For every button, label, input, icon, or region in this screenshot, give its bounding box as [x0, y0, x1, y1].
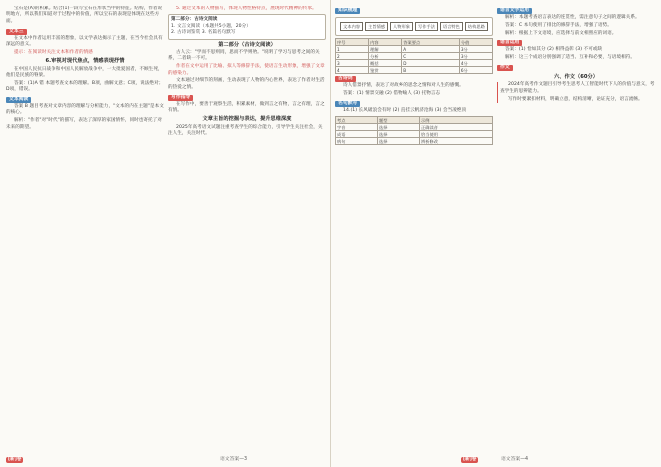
paragraph: 答案：(1) 情景交融 (2) 借物喻人 (3) 托物言志	[343, 90, 441, 96]
table-cell: 分析	[369, 53, 402, 60]
table-cell: 选择	[378, 138, 420, 145]
section-tag: 名句默写	[335, 101, 360, 107]
table-cell: B	[402, 67, 460, 74]
red-paragraph: 作者在文中运用了比喻、拟人等修辞手法，使语言生动形象，增强了文章的感染力。	[168, 64, 325, 76]
table-header-cell: 示例	[420, 117, 493, 124]
table-header-cell: 题型	[378, 117, 420, 124]
section-tag: 写作指导	[168, 95, 193, 101]
paragraph: 解析：本题考查语言表达的连贯性，需注意句子之间的逻辑关系。	[505, 15, 640, 20]
table-cell: 正确读音	[420, 124, 493, 131]
table-cell: 4分	[459, 60, 492, 67]
section-tag: 语言文字运用	[497, 8, 532, 14]
section-tag: 作文	[497, 65, 513, 71]
table-body	[336, 124, 493, 145]
table-header-cell: 序号	[336, 39, 369, 46]
table-row	[336, 60, 493, 67]
page-number: 语文答案—3	[220, 457, 248, 462]
info-box	[168, 14, 326, 39]
section-tag: 语言运用	[497, 40, 522, 46]
poem-line: 1. 文言文阅读（本题共5小题，20分）	[171, 23, 251, 29]
paragraph: 14.(1) 长风破浪会有时 (2) 直挂云帆济沧海 (3) 会当凌绝顶	[343, 107, 467, 113]
section-tag: 知识梳理	[335, 8, 360, 14]
table-header-row	[336, 117, 493, 124]
paragraph: 2025年高考语文试题注重考查学生的综合能力，引导学生关注社会，关注人生，关注时代。	[168, 124, 323, 137]
intro-paragraph: 宝石是(A)的积累。结合(1)一段写宝石在形状当中的特征。结构，作者说明地方，所以我们知道对于过程中的价值，所以宝石的表现是体现在这些方面。	[6, 6, 163, 24]
table-row	[336, 124, 493, 131]
diagram-node: 写作手法	[415, 22, 438, 31]
red-note: 提示：在阅读时关注文本和作者的情感	[14, 49, 93, 55]
summary-table	[335, 116, 493, 145]
diagram-node: 主旨情感	[365, 22, 388, 31]
paragraph: 在文本中作者运用丰富的想象，以文学表达揭示了主题，在当今社会具有深远的意义。	[6, 35, 163, 48]
table-cell: 1	[336, 46, 369, 53]
diagram-node: 文本内容	[340, 22, 363, 31]
left-column-1	[6, 6, 164, 453]
table-header-row	[336, 39, 493, 46]
part-heading: 第二部分（古诗文阅读）	[218, 41, 276, 48]
paragraph: 文本通过对细节的刻画，生动表现了人物的内心世界，表达了作者对生活的热爱之情。	[168, 78, 325, 90]
footer-badge	[461, 455, 478, 465]
section-heading: 文章主旨的挖掘与表达，提升思维深度	[202, 116, 292, 123]
table-row	[336, 46, 493, 53]
diagram-node: 语言特色	[440, 22, 463, 31]
table-cell: 理解	[369, 46, 402, 53]
page-number: 语文答案—4	[501, 457, 529, 462]
diagram-node: 结构思路	[465, 22, 488, 31]
paragraph: 解析："作者"对"时代"的描写，表达了深厚的家国情怀，同时也寄托了对未来的期望。	[6, 118, 162, 130]
table-cell: 4	[336, 67, 369, 74]
answer-table	[335, 38, 493, 74]
paragraph: 2024年高考作文题目引导考生思考人工智能时代下人的价值与意义，考查学生的思辨能力。	[500, 82, 655, 94]
paragraph: 答案：C 本句使用了排比的修辞手法，增强了语势。	[505, 22, 612, 28]
table-cell: 3分	[459, 46, 492, 53]
red-lines: 5. 通过文本的人物描写，体现人物性格特点，展现时代精神的传承。	[176, 6, 317, 11]
table-cell: 病句	[336, 138, 378, 145]
table-cell: 概括	[369, 60, 402, 67]
table-header-cell: 分值	[459, 39, 492, 46]
table-cell: C	[402, 53, 460, 60]
paragraph: 答案 B 题目考查对文章内容的理解与分析能力，"文本的内在主题"是本文的核心。	[6, 104, 164, 116]
paragraph: 答案：(1) 恰如其分 (2) 相得益彰 (3) 不可或缺	[505, 47, 603, 53]
table-cell: 恰当使用	[420, 131, 493, 138]
table-body	[336, 46, 493, 74]
table-cell: 选择	[378, 131, 420, 138]
sub-tag: 文本阅读	[6, 97, 31, 103]
paragraph: 诗人借景抒情，表达了对故乡的思念之情和对人生的感慨。	[343, 83, 464, 88]
table-header-cell: 答案要点	[402, 39, 460, 46]
paragraph: 在中国人民抗日战争和中国人民解放战争中，一大批爱国者，不顾生死，他们是民族的脊梁。	[6, 66, 163, 79]
diagram-node: 人物形象	[390, 22, 413, 31]
paragraph: 答案：(1)A 错 本题考查文本的理解。B项，曲解文意；C项，说法绝对；D项，错误。	[6, 80, 164, 93]
right-column-1	[335, 6, 493, 453]
concept-diagram	[335, 17, 493, 36]
paragraph: 写作时要紧扣材料，明确立意，结构清晰，论证充分，语言流畅。	[508, 96, 643, 102]
paragraph: 解析：根据上下文语境，应选择与前文相照应的词语。	[505, 30, 617, 36]
table-row	[336, 138, 493, 145]
table-cell: 鉴赏	[369, 67, 402, 74]
table-cell: 辨析修改	[420, 138, 493, 145]
section-title: 6.审视对现代焦点，情感表现抒情	[45, 58, 125, 65]
table-cell: 选择	[378, 124, 420, 131]
left-column-2	[168, 6, 326, 453]
poem-line: 2. 古诗词鉴赏 3. 名篇名句默写	[171, 30, 236, 36]
box-title: 第二部分：古诗文阅读	[171, 17, 218, 23]
paragraph: 古人云："学而不思则罔，思而不学则殆。"说明了学习与思考之间的关系，二者缺一不可。	[168, 50, 320, 62]
right-page	[331, 0, 661, 467]
essay-note	[497, 82, 655, 103]
table-row	[336, 131, 493, 138]
table-cell: 3	[336, 60, 369, 67]
table-cell: 成语	[336, 131, 378, 138]
volume-badge: [新]卷	[463, 457, 477, 462]
table-cell: 2	[336, 53, 369, 60]
diagram-nodes	[338, 20, 490, 33]
paragraph: 解析：这三个成语分别强调了适当、互补和必要，与语境相符。	[505, 55, 636, 61]
table-cell: 3分	[459, 53, 492, 60]
table-cell: A	[402, 46, 460, 53]
table-row	[336, 67, 493, 74]
table-row	[336, 53, 493, 60]
section-tag: 古诗词	[335, 76, 356, 82]
volume-badge: [新]卷	[8, 457, 22, 462]
table-cell: 6分	[459, 67, 492, 74]
footer-badge	[6, 455, 23, 465]
table-cell: D	[402, 60, 460, 67]
paragraph: 在写作中，要善于观察生活，积累素材，做到言之有物，言之有理，言之有情。	[168, 101, 325, 114]
table-header-cell: 考点	[336, 117, 378, 124]
essay-title: 六、作文（60分）	[554, 73, 598, 80]
table-header-cell: 内容	[369, 39, 402, 46]
section-tag: 文本三	[6, 29, 27, 35]
right-column-2	[497, 6, 655, 453]
table-cell: 字音	[336, 124, 378, 131]
